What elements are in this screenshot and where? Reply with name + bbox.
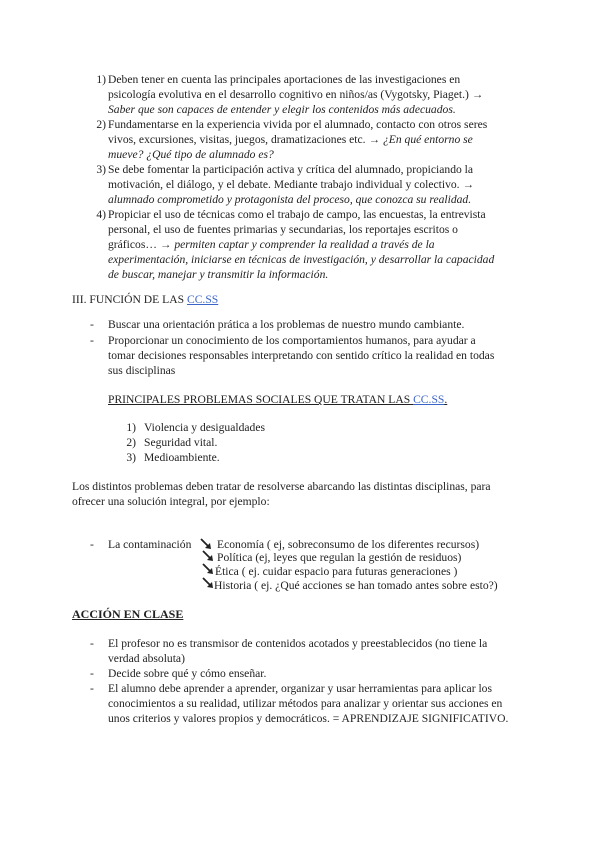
- subheading: [108, 392, 447, 407]
- bullet-line: unos criterios y valores propios y democráticos. = APRENDIZAJE SIGNIFICATIVO.: [108, 712, 509, 725]
- paragraph-line: ofrecer una solución integral, por ejemplo:: [72, 495, 270, 508]
- diagonal-arrow-icon: [200, 538, 212, 550]
- list-item-text-italic: ¿En qué entorno se: [382, 133, 473, 146]
- list-item-line: Se debe fomentar la participación activa y crítica del alumnado, propiciando la: [108, 163, 474, 176]
- diagonal-arrow-icon: [202, 577, 214, 589]
- list-item-text: vivos, excursiones, visitas, juegos, dramatizaciones etc. →: [108, 133, 383, 146]
- list-number: 4): [96, 208, 106, 221]
- list-item-line: [108, 237, 435, 252]
- bullet-dash: -: [90, 334, 94, 347]
- list-number: 2): [96, 118, 106, 131]
- diagonal-arrow-icon: [202, 563, 214, 575]
- bullet-line: verdad absoluta): [108, 652, 185, 665]
- section-heading-text: III. FUNCIÓN DE LAS: [72, 293, 187, 306]
- list-item-line: Saber que son capaces de entender y elegir los contenidos más adecuados.: [108, 103, 456, 116]
- ccss-link[interactable]: CC.SS: [186, 293, 219, 306]
- example-branch: Política (ej, leyes que regulan la gestión de residuos): [217, 551, 462, 564]
- example-branch: Ética ( ej. cuidar espacio para futuras generaciones ): [215, 565, 458, 578]
- bullet-line: Buscar una orientación prática a los problemas de nuestro mundo cambiante.: [108, 318, 465, 331]
- list-item-line: de buscar, manejar y transmitir la información.: [108, 268, 329, 281]
- bullet-line: El alumno debe aprender a aprender, organizar y usar herramientas para aplicar los: [108, 682, 492, 695]
- example-branch: Historia ( ej. ¿Qué acciones se han tomado antes sobre esto?): [214, 579, 498, 592]
- list-number: 2): [126, 436, 136, 449]
- bullet-line: sus disciplinas: [108, 364, 176, 377]
- list-item-line: motivación, el diálogo, y el debate. Mediante trabajo individual y colectivo. →: [108, 178, 475, 191]
- list-item-line: mueve? ¿Qué tipo de alumnado es?: [108, 148, 274, 161]
- bullet-line: Proporcionar un conocimiento de los comportamientos humanos, para ayudar a: [108, 334, 476, 347]
- list-item-line: Propiciar el uso de técnicas como el trabajo de campo, las encuestas, la entrevista: [108, 208, 486, 221]
- bullet-line: El profesor no es transmisor de contenidos acotados y preestablecidos (no tiene la: [108, 637, 488, 650]
- section-heading: [72, 292, 218, 307]
- paragraph-line: Los distintos problemas deben tratar de resolverse abarcando las distintas disciplinas, para: [72, 480, 491, 493]
- list-item-line: Deben tener en cuenta las principales aportaciones de las investigaciones en: [108, 73, 461, 86]
- bullet-line: conocimientos a su realidad, utilizar métodos para analizar y orientar sus acciones en: [108, 697, 503, 710]
- list-item-text-italic: permiten captar y comprender la realidad a través de la: [174, 238, 435, 251]
- bullet-dash: -: [90, 318, 94, 331]
- problem-item: Seguridad vital.: [144, 436, 218, 449]
- list-item-text: gráficos… →: [108, 238, 175, 251]
- bullet-dash: -: [90, 667, 94, 680]
- problem-item: Medioambiente.: [144, 451, 220, 464]
- list-item-line: personal, el uso de fuentes primarias y secundarias, los reportajes escritos o: [108, 223, 458, 236]
- diagonal-arrow-icon: [202, 550, 214, 562]
- section-heading-accion: ACCIÓN EN CLASE: [72, 607, 184, 621]
- list-item-line: Fundamentarse en la experiencia vivida por el alumnado, contacto con otros seres: [108, 118, 488, 131]
- bullet-dash: -: [90, 538, 94, 551]
- list-number: 3): [96, 163, 106, 176]
- list-item-line: experimentación, iniciarse en técnicas de investigación, y desarrollar la capacidad: [108, 253, 495, 266]
- list-item-line: psicología evolutiva en el desarrollo cognitivo en niños/as (Vygotsky, Piaget.) →: [108, 88, 484, 101]
- list-number: 1): [126, 421, 136, 434]
- subheading-text: PRINCIPALES PROBLEMAS SOCIALES QUE TRATAN LAS: [108, 393, 414, 406]
- list-number: 1): [96, 73, 106, 86]
- example-label: La contaminación: [108, 538, 192, 551]
- bullet-line: Decide sobre qué y cómo enseñar.: [108, 667, 267, 680]
- list-item-line: alumnado comprometido y protagonista del proceso, que conozca su realidad.: [108, 193, 472, 206]
- bullet-dash: -: [90, 682, 94, 695]
- subheading-period: .: [444, 393, 448, 406]
- problem-item: Violencia y desigualdades: [144, 421, 265, 434]
- list-number: 3): [126, 451, 136, 464]
- bullet-dash: -: [90, 637, 94, 650]
- bullet-line: tomar decisiones responsables interpretando con sentido crítico la realidad en todas: [108, 349, 495, 362]
- example-branch: Economía ( ej, sobreconsumo de los diferentes recursos): [217, 538, 480, 551]
- list-item-line: [108, 132, 473, 147]
- ccss-link[interactable]: CC.SS: [413, 393, 445, 406]
